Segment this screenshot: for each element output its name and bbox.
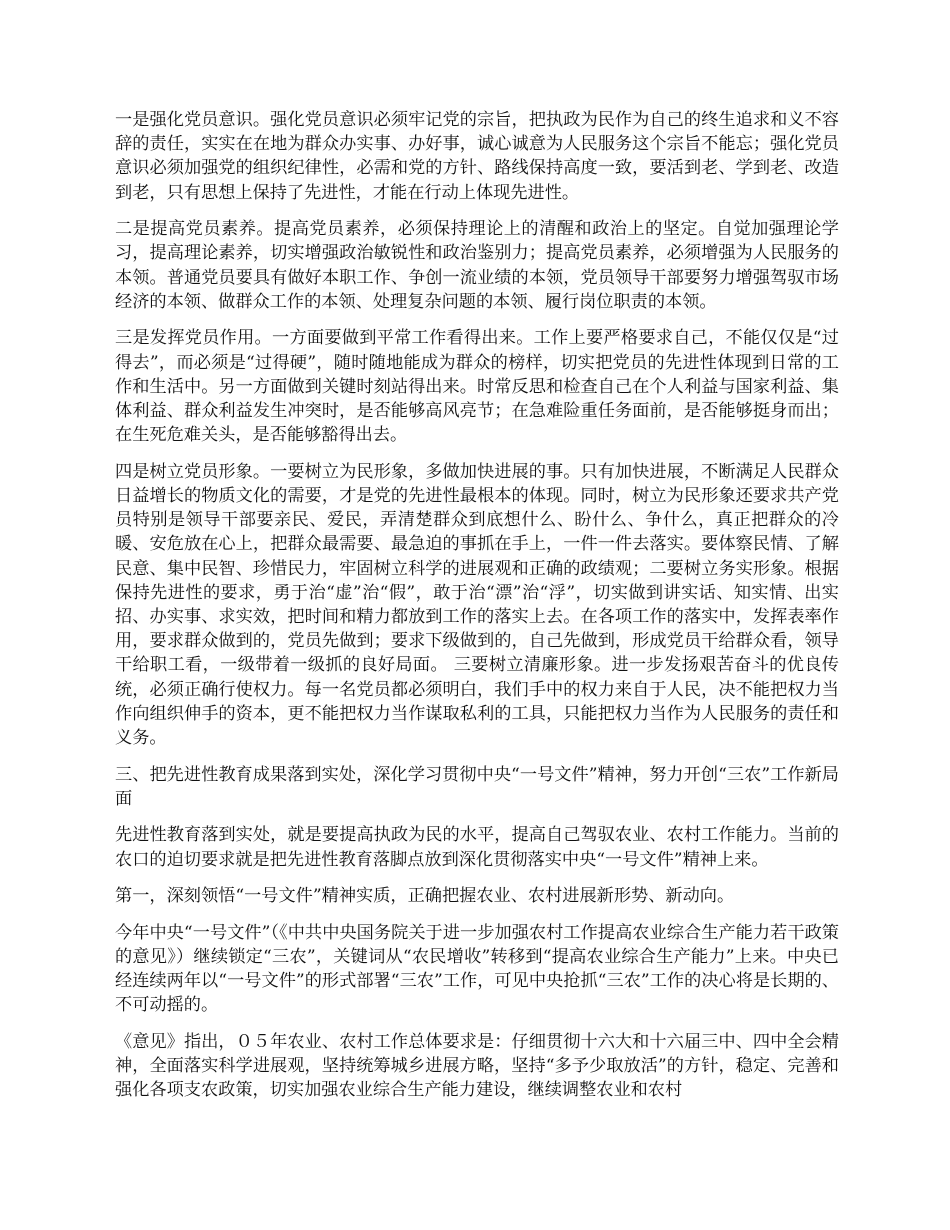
paragraph-central-document: 今年中央“一号文件”（《中共中央国务院关于进一步加强农村工作提高农业综合生产能力若干政策的意见》）继续锁定“三农”，关键词从“农民增收”转移到“提高农业综合生产能力”上来。中央已经连续两年以“一号文件”的形式部署“三农”工作，可见中央抢抓“三农”工作的决心将是长期的、不可动摇的。 <box>115 922 839 1016</box>
paragraph-play-party-role: 三是发挥党员作用。一方面要做到平常工作看得出来。工作上要严格要求自己，不能仅仅是“过得去”，而必须是“过得硬”，随时随地能成为群众的榜样，切实把党员的先进性体现到日常的工作和生活中。另一方面做到关键时刻站得出来。时常反思和检查自己在个人利益与国家利益、集体利益、群众利益发生冲突时，是否能够高风亮节；在急难险重任务面前，是否能够挺身而出；在生死危难关头，是否能够豁得出去。 <box>115 328 839 446</box>
paragraph-strengthen-party-awareness: 一是强化党员意识。强化党员意识必须牢记党的宗旨，把执政为民作为自己的终生追求和义不容辞的责任，实实在在地为群众办实事、办好事，诚心诚意为人民服务这个宗旨不能忘；强化党员意识必须加强党的组织纪律性，必需和党的方针、路线保持高度一致，要活到老、学到老、改造到老，只有思想上保持了先进性，才能在行动上体现先进性。 <box>115 110 839 203</box>
paragraph-establish-party-image: 四是树立党员形象。一要树立为民形象，多做加快进展的事。只有加快进展，不断满足人民群众日益增长的物质文化的需要，才是党的先进性最根本的体现。同时，树立为民形象还要求共产党员特别是领导干部要亲民、爱民，弄清楚群众到底想什么、盼什么、争什么，真正把群众的冷暖、安危放在心上，把群众最需要、最急迫的事抓在手上，一件一件去落实。要体察民情、了解民意、集中民智、珍惜民力，牢固树立科学的进展观和正确的政绩观；二要树立务实形象。根据保持先进性的要求，勇于治“虚”治“假”，敢于治“漂”治“浮”，切实做到讲实话、知实情、出实招、办实事、求实效，把时间和精力都放到工作的落实上去。在各项工作的落实中，发挥表率作用，要求群众做到的，党员先做到；要求下级做到的，自己先做到，形成党员干给群众看，领导干给职工看，一级带着一级抓的良好局面。 三要树立清廉形象。进一步发扬艰苦奋斗的优良传统，必须正确行使权力。每一名党员都必须明白，我们手中的权力来自于人民，决不能把权力当作向组织伸手的资本，更不能把权力当作谋取私利的工具，只能把权力当作为人民服务的责任和义务。 <box>115 461 839 749</box>
paragraph-improve-party-quality: 二是提高党员素养。提高党员素养，必须保持理论上的清醒和政治上的坚定。自觉加强理论学习，提高理论素养，切实增强政治敏锐性和政治鉴别力；提高党员素养，必须增强为人民服务的本领。普通党员要具有做好本职工作、争创一流业绩的本领，党员领导干部要努力增强驾驭市场经济的本领、做群众工作的本领、处理复杂问题的本领、履行岗位职责的本领。 <box>115 219 839 312</box>
paragraph-implement-education: 先进性教育落到实处，就是要提高执政为民的水平，提高自己驾驭农业、农村工作能力。当前的农口的迫切要求就是把先进性教育落脚点放到深化贯彻落实中央“一号文件”精神上来。 <box>115 825 839 870</box>
paragraph-opinion-requirements: 《意见》指出，０５年农业、农村工作总体要求是：仔细贯彻十六大和十六届三中、四中全会精神，全面落实科学进展观，坚持统筹城乡进展方略，坚持“多予少取放活”的方针，稳定、完善和强化各项支农政策，切实加强农业综合生产能力建设，继续调整农业和农村 <box>115 1032 839 1101</box>
document-page <box>115 108 839 1115</box>
section-heading-three: 三、把先进性教育成果落到实处，深化学习贯彻中央“一号文件”精神，努力开创“三农”工作新局面 <box>115 764 839 809</box>
paragraph-first-point: 第一，深刻领悟“一号文件”精神实质，正确把握农业、农村进展新形势、新动向。 <box>115 886 735 907</box>
